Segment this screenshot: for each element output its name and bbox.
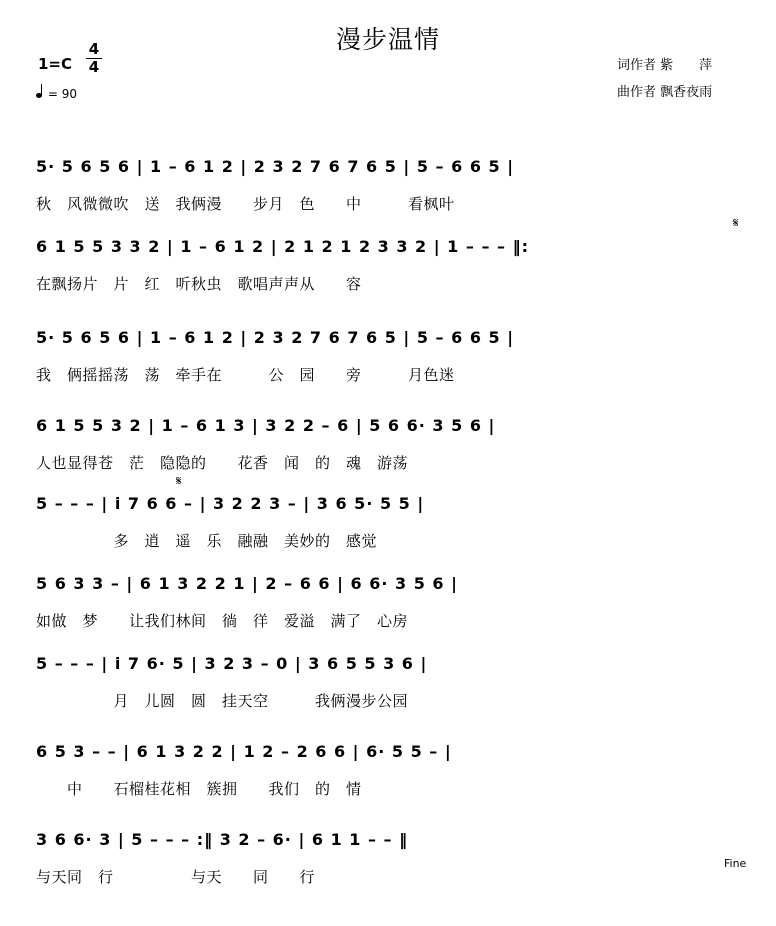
score-row (0, 654, 776, 736)
notation-line: 5 – – – | i 7 6· 5 | 3 2 3 – 0 | 3 6 5 5 3 6 | (36, 654, 428, 673)
notation-line: 5 – – – | i 7 6 6 – | 3 2 2 3 – | 3 6 5· 5 5 | (36, 494, 425, 513)
lyricist: 词作者 紫 萍 (617, 58, 713, 73)
lyric-line: 多 逍 遥 乐 融融 美妙的 感觉 (36, 532, 378, 550)
lyric-line: 人也显得苍 茫 隐隐的 花香 闻 的 魂 游荡 (36, 454, 409, 472)
lyric-line: 秋 风微微吹 送 我俩漫 步月 色 中 看枫叶 (36, 195, 455, 213)
tempo-value: = 90 (47, 87, 77, 101)
score-row (0, 328, 776, 410)
tempo-marking (36, 87, 77, 101)
lyric-line: 我 俩摇摇荡 荡 牵手在 公 园 旁 月色迷 (36, 366, 455, 384)
lyric-line: 如做 梦 让我们林间 徜 徉 爱溢 满了 心房 (36, 612, 409, 630)
time-signature-bottom: 4 (88, 58, 100, 76)
credits (617, 52, 712, 106)
lyric-line: 中 石榴桂花相 簇拥 我们 的 情 (36, 780, 362, 798)
key-signature: 1=C (38, 55, 73, 73)
score-row (0, 830, 776, 912)
segno-icon: 𝄋 (733, 216, 739, 231)
score-row (0, 157, 776, 239)
composer: 曲作者 飘香夜雨 (617, 85, 713, 100)
quarter-note-icon (36, 93, 42, 98)
score-row (0, 237, 776, 319)
time-signature (86, 42, 102, 75)
notation-line: 3 6 6· 3 | 5 – – – :‖ 3 2 – 6· | 6 1 1 – – ‖ (36, 830, 409, 849)
score-row (0, 574, 776, 656)
score-row (0, 494, 776, 576)
notation-line: 5· 5 6 5 6 | 1 – 6 1 2 | 2 3 2 7 6 7 6 5 | 5 – 6 6 5 | (36, 328, 515, 347)
notation-line: 6 5 3 – – | 6 1 3 2 2 | 1 2 – 2 6 6 | 6· 5 5 – | (36, 742, 452, 761)
notation-line: 6 1 5 5 3 3 2 | 1 – 6 1 2 | 2 1 2 1 2 3 3 2 | 1 – – – ‖: (36, 237, 529, 256)
fine-marking: Fine (724, 857, 747, 870)
notation-line: 5· 5 6 5 6 | 1 – 6 1 2 | 2 3 2 7 6 7 6 5 | 5 – 6 6 5 | (36, 157, 515, 176)
lyric-line: 与天同 行 与天 同 行 (36, 868, 316, 886)
time-signature-top: 4 (88, 40, 100, 58)
lyric-line: 月 儿圆 圆 挂天空 我俩漫步公园 (36, 692, 409, 710)
segno-icon: 𝄋 (176, 474, 182, 489)
song-title: 漫步温情 (335, 25, 440, 54)
score-row (0, 416, 776, 498)
notation-line: 6 1 5 5 3 2 | 1 – 6 1 3 | 3 2 2 – 6 | 5 6 6· 3 5 6 | (36, 416, 496, 435)
lyric-line: 在飘扬片 片 红 听秋虫 歌唱声声从 容 (36, 275, 362, 293)
score-row (0, 742, 776, 824)
notation-line: 5 6 3 3 – | 6 1 3 2 2 1 | 2 – 6 6 | 6 6· 3 5 6 | (36, 574, 458, 593)
